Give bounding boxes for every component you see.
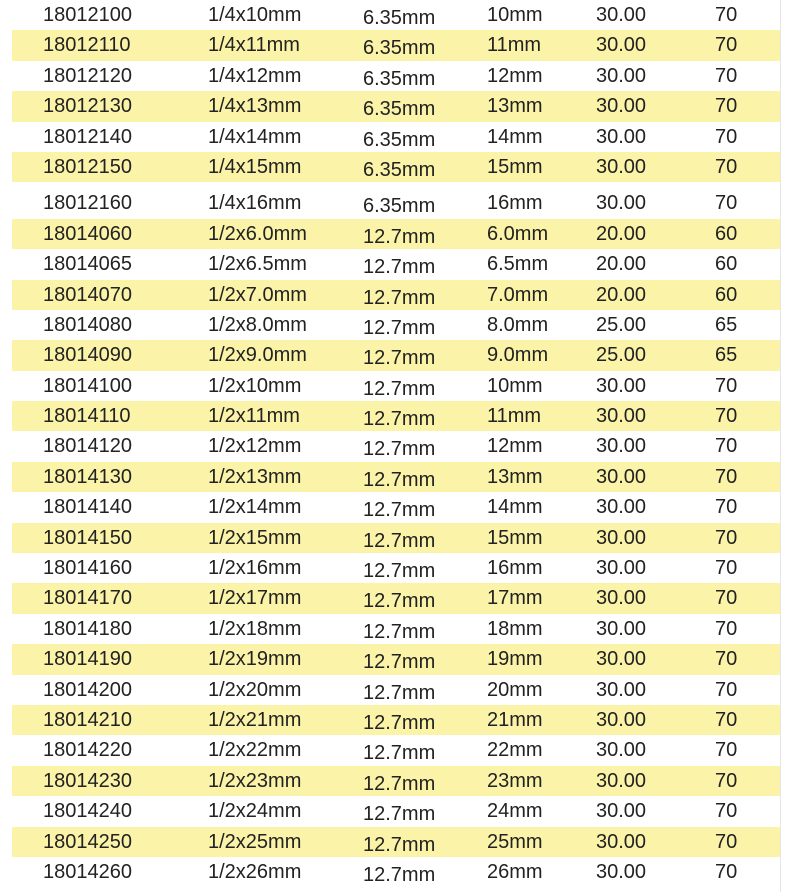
cell-quantity: 70 [715,648,738,671]
cell-shank: 12.7mm [363,742,436,765]
cell-shank: 6.35mm [363,98,436,121]
cell-shank: 12.7mm [363,803,436,826]
cell-length: 14mm [487,496,543,519]
cell-shank: 12.7mm [363,256,436,279]
cell-size: 1/2x22mm [208,739,302,762]
cell-size: 1/2x23mm [208,769,302,792]
cell-length: 18mm [487,617,543,640]
cell-part-number: 18014240 [43,800,132,823]
cell-price: 30.00 [596,769,647,792]
cell-quantity: 70 [715,374,738,397]
cell-length: 16mm [487,557,543,580]
cell-part-number: 18014130 [43,465,132,488]
cell-size: 1/4x13mm [208,95,302,118]
cell-part-number: 18014110 [43,405,131,428]
cell-size: 1/4x14mm [208,125,302,148]
cell-length: 10mm [487,374,543,397]
cell-part-number: 18014170 [43,587,132,610]
cell-part-number: 18014090 [43,344,132,367]
cell-shank: 6.35mm [363,158,436,181]
cell-quantity: 70 [715,830,738,853]
cell-price: 30.00 [596,405,647,428]
cell-price: 30.00 [596,34,647,57]
cell-size: 1/2x20mm [208,678,302,701]
cell-part-number: 18014250 [43,830,132,853]
cell-price: 30.00 [596,526,647,549]
cell-quantity: 70 [715,95,738,118]
cell-part-number: 18012160 [43,192,132,215]
cell-quantity: 70 [715,678,738,701]
table-row [12,30,780,60]
cell-size: 1/2x26mm [208,860,302,883]
cell-size: 1/4x12mm [208,64,302,87]
cell-quantity: 70 [715,192,738,215]
cell-part-number: 18014160 [43,557,132,580]
cell-quantity: 70 [715,860,738,883]
cell-length: 17mm [487,587,543,610]
cell-part-number: 18014060 [43,222,132,245]
cell-quantity: 60 [715,253,738,276]
cell-length: 14mm [487,125,543,148]
cell-shank: 12.7mm [363,225,436,248]
cell-price: 30.00 [596,465,647,488]
cell-shank: 6.35mm [363,195,436,218]
table-row [12,614,780,644]
cell-price: 30.00 [596,648,647,671]
cell-length: 8.0mm [487,313,549,336]
cell-shank: 12.7mm [363,651,436,674]
cell-shank: 12.7mm [363,286,436,309]
table-row [12,219,780,249]
table-row [12,188,780,218]
table-row [12,280,780,310]
cell-shank: 12.7mm [363,529,436,552]
cell-shank: 12.7mm [363,468,436,491]
cell-shank: 6.35mm [363,67,436,90]
cell-length: 9.0mm [487,344,549,367]
cell-price: 30.00 [596,125,647,148]
cell-size: 1/2x11mm [208,405,300,428]
cell-price: 30.00 [596,617,647,640]
cell-part-number: 18012150 [43,155,132,178]
cell-size: 1/4x10mm [208,4,302,26]
cell-quantity: 70 [715,34,738,57]
table-row [12,91,780,121]
cell-part-number: 18012130 [43,95,132,118]
table-row [12,644,780,674]
cell-price: 30.00 [596,155,647,178]
cell-price: 30.00 [596,496,647,519]
cell-price: 30.00 [596,830,647,853]
cell-size: 1/2x10mm [208,374,302,397]
cell-length: 23mm [487,769,543,792]
cell-shank: 12.7mm [363,377,436,400]
cell-quantity: 70 [715,739,738,762]
cell-shank: 12.7mm [363,347,436,370]
cell-size: 1/4x16mm [208,192,302,215]
cell-quantity: 60 [715,283,738,306]
table-row [12,61,780,91]
cell-quantity: 70 [715,496,738,519]
cell-part-number: 18014150 [43,526,132,549]
table-row [12,523,780,553]
cell-quantity: 70 [715,125,738,148]
cell-size: 1/2x19mm [208,648,302,671]
table-row [12,675,780,705]
cell-shank: 6.35mm [363,128,436,151]
cell-length: 13mm [487,95,543,118]
cell-size: 1/2x8.0mm [208,313,307,336]
cell-length: 16mm [487,192,543,215]
table-row [12,401,780,431]
cell-part-number: 18012110 [43,34,131,57]
cell-shank: 12.7mm [363,590,436,613]
cell-price: 20.00 [596,222,647,245]
cell-price: 30.00 [596,64,647,87]
cell-shank: 12.7mm [363,560,436,583]
cell-size: 1/2x24mm [208,800,302,823]
cell-part-number: 18014260 [43,860,132,883]
cell-price: 30.00 [596,4,647,26]
cell-size: 1/2x9.0mm [208,344,307,367]
cell-price: 30.00 [596,739,647,762]
cell-length: 6.5mm [487,253,549,276]
cell-part-number: 18012100 [43,4,132,26]
cell-size: 1/2x14mm [208,496,302,519]
cell-shank: 12.7mm [363,438,436,461]
cell-length: 11mm [487,405,542,428]
table-row [12,249,780,279]
cell-quantity: 70 [715,587,738,610]
table-row [12,340,780,370]
table-row [12,796,780,826]
cell-price: 20.00 [596,283,647,306]
cell-quantity: 70 [715,155,738,178]
table-right-border [780,0,781,892]
cell-shank: 6.35mm [363,7,436,29]
cell-price: 25.00 [596,344,647,367]
cell-length: 12mm [487,435,543,458]
cell-quantity: 70 [715,526,738,549]
table-row [12,492,780,522]
cell-length: 11mm [487,34,542,57]
cell-price: 30.00 [596,192,647,215]
cell-part-number: 18014180 [43,617,132,640]
table-row [12,827,780,857]
spec-table [12,0,780,887]
cell-quantity: 70 [715,435,738,458]
cell-part-number: 18014100 [43,374,132,397]
cell-size: 1/2x21mm [208,708,302,731]
cell-quantity: 70 [715,617,738,640]
cell-length: 10mm [487,4,543,26]
cell-size: 1/2x17mm [208,587,302,610]
cell-length: 21mm [487,708,543,731]
cell-length: 26mm [487,860,543,883]
cell-part-number: 18014140 [43,496,132,519]
cell-size: 1/2x7.0mm [208,283,307,306]
table-row [12,553,780,583]
cell-shank: 6.35mm [363,37,436,60]
cell-quantity: 65 [715,344,738,367]
cell-size: 1/4x15mm [208,155,302,178]
cell-shank: 12.7mm [363,408,436,431]
cell-length: 19mm [487,648,543,671]
cell-part-number: 18014230 [43,769,132,792]
table-row [12,705,780,735]
cell-quantity: 70 [715,800,738,823]
cell-price: 30.00 [596,95,647,118]
cell-size: 1/2x12mm [208,435,302,458]
cell-part-number: 18014200 [43,678,132,701]
cell-part-number: 18014220 [43,739,132,762]
cell-price: 30.00 [596,800,647,823]
cell-size: 1/2x6.5mm [208,253,307,276]
cell-price: 30.00 [596,435,647,458]
cell-quantity: 70 [715,465,738,488]
cell-quantity: 70 [715,4,738,26]
cell-price: 20.00 [596,253,647,276]
table-row [12,735,780,765]
cell-quantity: 60 [715,222,738,245]
table-row [12,152,780,182]
cell-size: 1/2x6.0mm [208,222,307,245]
cell-size: 1/2x16mm [208,557,302,580]
cell-part-number: 18014210 [43,708,132,731]
cell-length: 12mm [487,64,543,87]
cell-size: 1/2x25mm [208,830,302,853]
cell-length: 22mm [487,739,543,762]
cell-price: 30.00 [596,860,647,883]
cell-quantity: 70 [715,557,738,580]
cell-quantity: 65 [715,313,738,336]
cell-length: 24mm [487,800,543,823]
cell-length: 25mm [487,830,543,853]
table-row [12,431,780,461]
table-row [12,371,780,401]
cell-part-number: 18014190 [43,648,132,671]
cell-shank: 12.7mm [363,316,436,339]
cell-price: 30.00 [596,587,647,610]
cell-length: 15mm [487,526,543,549]
table-row [12,310,780,340]
cell-price: 30.00 [596,708,647,731]
cell-length: 20mm [487,678,543,701]
cell-size: 1/4x11mm [208,34,300,57]
table-row [12,583,780,613]
cell-shank: 12.7mm [363,620,436,643]
cell-shank: 12.7mm [363,711,436,734]
cell-part-number: 18012120 [43,64,132,87]
table-row [12,766,780,796]
cell-shank: 12.7mm [363,863,436,886]
cell-size: 1/2x18mm [208,617,302,640]
table-row [12,0,780,30]
cell-shank: 12.7mm [363,499,436,522]
cell-part-number: 18014080 [43,313,132,336]
cell-price: 30.00 [596,374,647,397]
cell-price: 25.00 [596,313,647,336]
cell-quantity: 70 [715,708,738,731]
cell-length: 15mm [487,155,543,178]
cell-price: 30.00 [596,678,647,701]
cell-quantity: 70 [715,769,738,792]
cell-length: 7.0mm [487,283,549,306]
cell-price: 30.00 [596,557,647,580]
cell-size: 1/2x13mm [208,465,302,488]
cell-part-number: 18014070 [43,283,132,306]
cell-quantity: 70 [715,64,738,87]
cell-shank: 12.7mm [363,772,436,795]
cell-shank: 12.7mm [363,833,436,856]
cell-quantity: 70 [715,405,738,428]
table-row [12,122,780,152]
table-row [12,857,780,887]
cell-length: 6.0mm [487,222,549,245]
cell-size: 1/2x15mm [208,526,302,549]
cell-part-number: 18014065 [43,253,132,276]
table-row [12,462,780,492]
cell-part-number: 18012140 [43,125,132,148]
cell-part-number: 18014120 [43,435,132,458]
cell-length: 13mm [487,465,543,488]
cell-shank: 12.7mm [363,681,436,704]
